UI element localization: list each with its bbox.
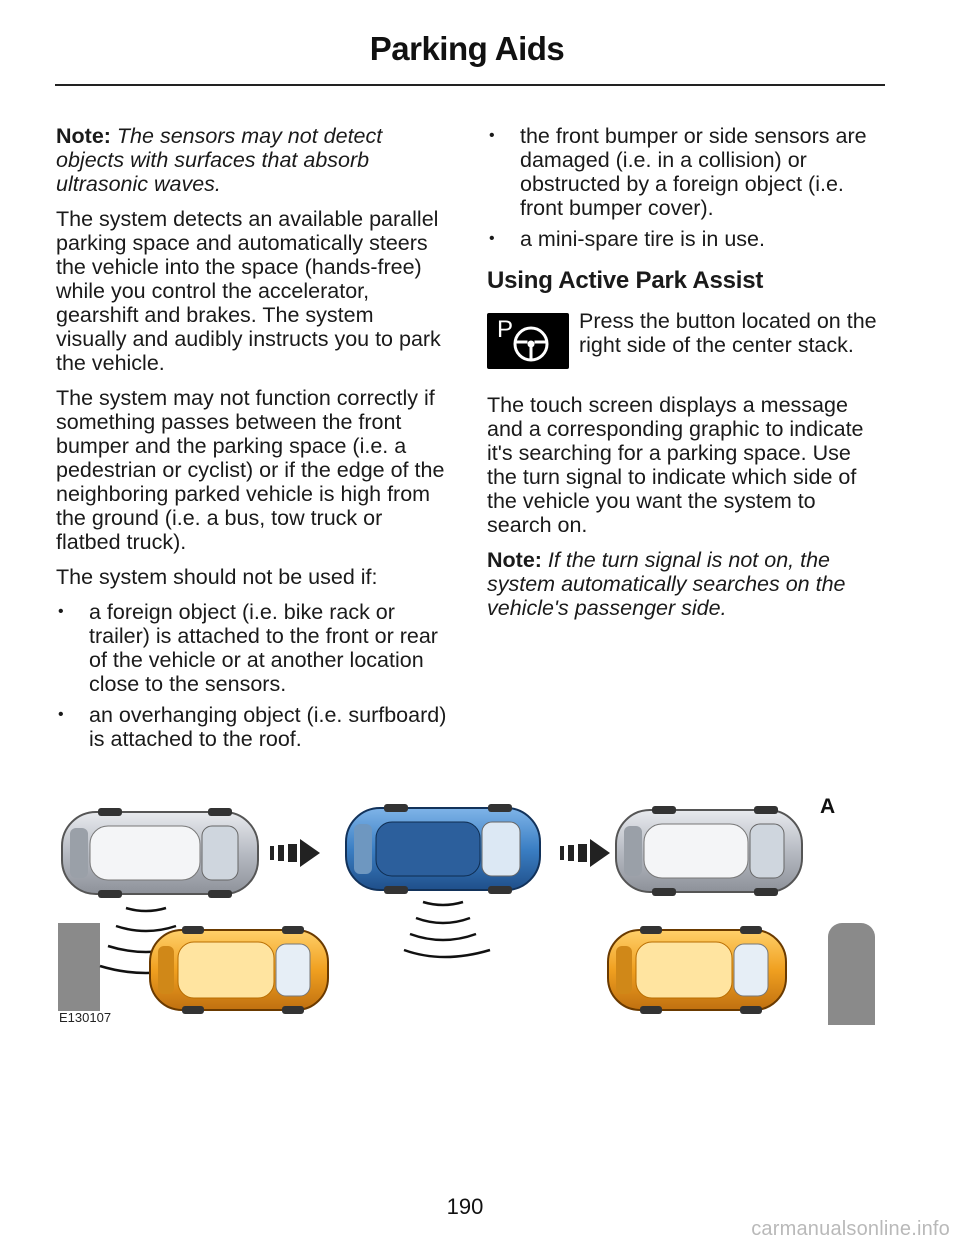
park-assist-instruction (487, 309, 882, 381)
button-instruction-text: Press the button located on the right side of the center stack. (579, 309, 877, 357)
section-heading: Using Active Park Assist (487, 267, 764, 294)
note-text: If the turn signal is not on, the system automatically searches on the vehicle's passenger side. (487, 548, 846, 620)
watermark: carmanualsonline.info (751, 1218, 950, 1240)
bullet-list-right (487, 124, 882, 251)
paragraph-touch-screen: The touch screen displays a message and a corresponding graphic to indicate it's searching for a parking space. Use the turn signal to indicate which side of the vehicle you want the system to search on. (487, 393, 864, 537)
note-turn-signal (487, 548, 882, 620)
paragraph-may-not-function: The system may not function correctly if something passes between the front bumper and the parking space (i.e. a pedestrian or cyclist) or if the edge of the neighboring parked vehicle is high from the ground (i.e. a bus, tow truck or flatbed truck). (56, 386, 445, 554)
right-column (487, 124, 882, 631)
svg-text:P: P (497, 316, 514, 343)
note-label: Note: (487, 548, 542, 572)
paragraph-should-not-be-used: The system should not be used if: (56, 565, 378, 589)
arrow-right-icon (270, 839, 320, 867)
page-title: Parking Aids (369, 30, 565, 67)
parking-sequence-figure (58, 790, 875, 1025)
orange-car-1 (150, 926, 328, 1014)
list-item: • the front bumper or side sensors are damaged (i.e. in a collision) or obstructed by a foreign object (i.e. front bumper cover). (487, 124, 882, 220)
list-item: • a mini-spare tire is in use. (487, 227, 882, 251)
figure-label: A (820, 795, 836, 818)
silver-car-2 (616, 806, 802, 896)
paragraph-system-detects: The system detects an available parallel parking space and automatically steers the vehicle into the space (hands-free) while you control the accelerator, gearshift and brakes. The system visually and audibly instructs you to park the vehicle. (56, 207, 441, 375)
note-label: Note: (56, 124, 111, 148)
orange-car-2 (608, 926, 786, 1014)
figure-id: E130107 (58, 1011, 114, 1025)
note-text: The sensors may not detect objects with surfaces that absorb ultrasonic waves. (56, 124, 383, 196)
header-divider (55, 84, 885, 86)
arrow-right-icon (560, 839, 610, 867)
bullet-list-left (56, 600, 448, 751)
silver-car-1 (62, 808, 258, 898)
list-item: • a foreign object (i.e. bike rack or trailer) is attached to the front or rear of the vehicle or at another location close to the sensors. (56, 600, 448, 696)
note-sensors (56, 124, 448, 196)
blue-car (346, 804, 540, 894)
list-item: • an overhanging object (i.e. surfboard) is attached to the roof. (56, 703, 448, 751)
sensor-waves-middle (404, 902, 490, 957)
left-column (56, 124, 448, 759)
park-assist-button-icon (487, 313, 569, 369)
page-number: 190 (446, 1194, 484, 1219)
